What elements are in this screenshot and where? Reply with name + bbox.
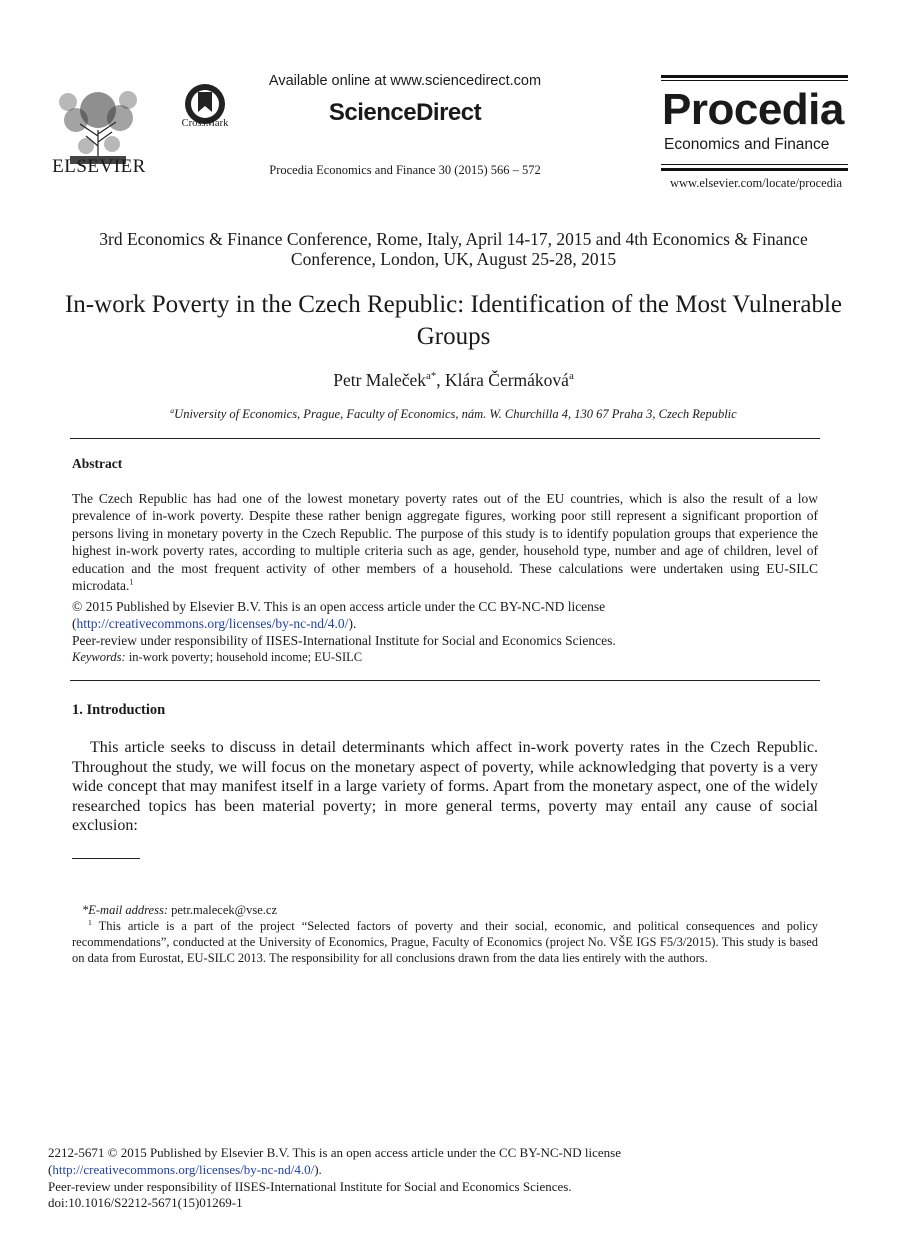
email-footnote [82, 903, 277, 918]
license-block [72, 598, 818, 649]
crossmark-label: CrossMark [181, 118, 229, 129]
introduction-heading: 1. Introduction [72, 702, 166, 718]
author-name: Klára Čermáková [445, 370, 569, 390]
license-line: © 2015 Published by Elsevier B.V. This is an open access article under the CC BY-NC-ND license [72, 599, 606, 614]
footnote-mark[interactable]: 1 [129, 577, 134, 587]
journal-reference: Procedia Economics and Finance 30 (2015) 566 – 572 [269, 163, 541, 177]
bottom-license-link[interactable]: http://creativecommons.org/licenses/by-nc-nd/4.0/ [52, 1161, 315, 1177]
footnote-1 [72, 918, 818, 966]
keywords-line [72, 650, 362, 665]
author-affil-mark: a [568, 370, 574, 383]
procedia-rule [661, 75, 848, 78]
procedia-rule [661, 168, 848, 171]
affiliation [60, 407, 847, 422]
bottom-url-line: (http://creativecommons.org/licenses/by-nc-nd/4.0/). [48, 1161, 322, 1177]
conference-line: 3rd Economics & Finance Conference, Rome, Italy, April 14-17, 2015 and 4th Economics & Finance Conference, London, UK, August 25-28, 2015 [99, 229, 808, 269]
author-name: Petr Maleček [333, 370, 427, 390]
procedia-subtitle: Economics and Finance [664, 136, 830, 153]
footnote-1-text: This article is a part of the project “Selected factors of poverty and their social, economic, and political consequences and policy recommendations”, conducted at the University of Economics, Prague, Faculty of Economics (project No. VŠE IGS F5/3/2015). This study is based on data from Eurostat, EU-SILC 2013. The responsibility for all conclusions drawn from the data lies entirely with the authors. [72, 919, 818, 965]
affiliation-mark: a [170, 405, 175, 415]
bottom-peer-review: Peer-review under responsibility of IISES-International Institute for Social and Economics Sciences. [48, 1178, 572, 1194]
license-url-line: (http://creativecommons.org/licenses/by-nc-nd/4.0/). [72, 616, 357, 631]
email-address[interactable]: petr.malecek@vse.cz [171, 903, 278, 917]
sciencedirect-logo-text: ScienceDirect [328, 99, 482, 126]
procedia-url[interactable]: www.elsevier.com/locate/procedia [669, 176, 843, 190]
author-separator: , [436, 370, 446, 390]
procedia-rule [661, 164, 848, 165]
available-online-text: Available online at www.sciencedirect.com [268, 73, 542, 89]
author-affil-mark: a* [426, 370, 437, 383]
author-list [60, 370, 847, 391]
email-label: *E-mail address: [82, 903, 168, 917]
abstract-text: The Czech Republic has had one of the lowest monetary poverty rates out of the EU countries, which is also the result of a low prevalence of in-work poverty. Despite these rather benign aggregate figures, working poor still represent a significant proportion of persons living in monetary poverty in the Czech Republic. The purpose of this study is to identify population groups that experience the highest in-work poverty rates, according to multiple criteria such as age, gender, household type, number and age of children, level of education and the most frequent activity of other members of a household. These calculations were undertaken using EU-SILC microdata. [72, 491, 818, 594]
license-link[interactable]: http://creativecommons.org/licenses/by-nc-nd/4.0/ [76, 616, 349, 631]
bottom-license-block [48, 1145, 748, 1212]
footnote-rule [72, 858, 140, 859]
keywords-list: in-work poverty; household income; EU-SILC [128, 650, 363, 664]
peer-review-line: Peer-review under responsibility of IISES-International Institute for Social and Economics Sciences. [72, 633, 616, 648]
procedia-title: Procedia [662, 85, 844, 134]
doi[interactable]: doi:10.1016/S2212-5671(15)01269-1 [48, 1195, 243, 1211]
article-title: In-work Poverty in the Czech Republic: Identification of the Most Vulnerable Groups [64, 291, 842, 350]
introduction-text: This article seeks to discuss in detail determinants which affect in-work poverty rates in the Czech Republic. Throughout the study, we will focus on the monetary aspect of poverty, while acknowledging that poverty is a very wide concept that may manifest itself in a large variety of forms. Apart from the monetary aspect, one of the widely researched topics has been material poverty; in more general terms, poverty may entail any cause of social exclusion: [72, 739, 818, 834]
introduction-paragraph [72, 738, 818, 836]
procedia-rule [661, 80, 848, 81]
issn-license-line: 2212-5671 © 2015 Published by Elsevier B.V. This is an open access article under the CC BY-NC-ND license [48, 1145, 622, 1160]
publisher-name: ELSEVIER [52, 156, 146, 177]
footnote-1-mark: 1 [88, 917, 92, 927]
abstract-body [72, 490, 818, 594]
abstract-heading: Abstract [72, 456, 123, 471]
keywords-label: Keywords: [72, 650, 126, 664]
section-divider [70, 680, 820, 681]
affiliation-text: University of Economics, Prague, Faculty of Economics, nám. W. Churchilla 4, 130 67 Praha 3, Czech Republic [174, 407, 737, 421]
section-divider [70, 438, 820, 439]
